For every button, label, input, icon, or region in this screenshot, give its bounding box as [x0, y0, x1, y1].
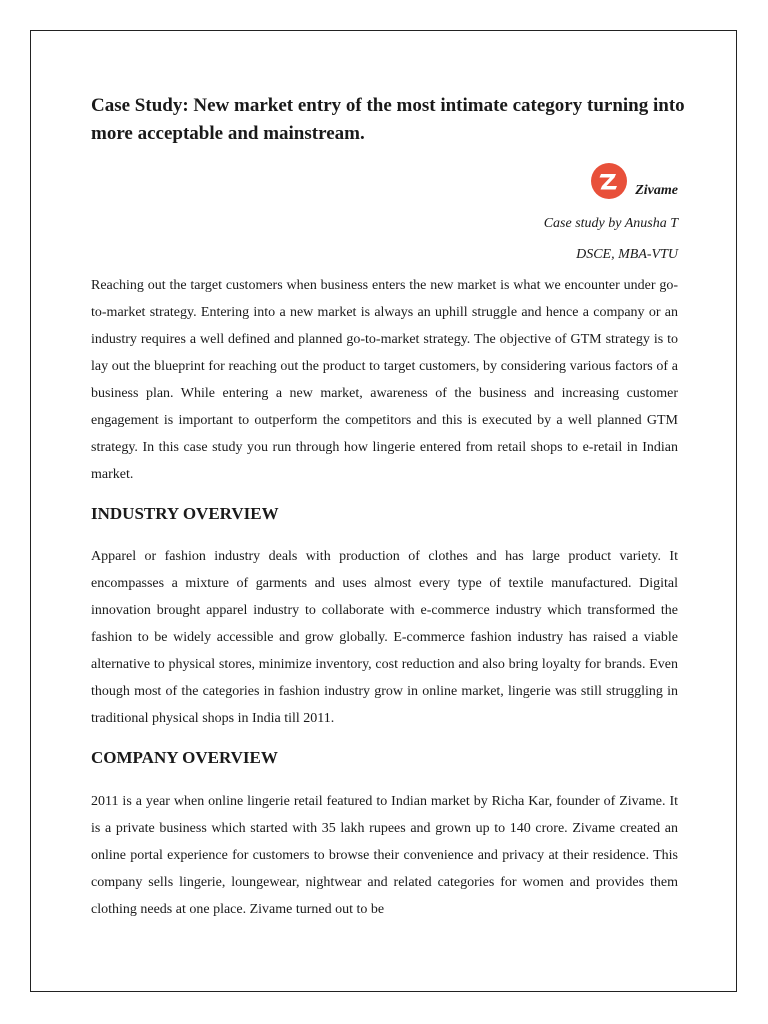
brand-logo-row [591, 163, 678, 199]
brand-name: Zivame [635, 183, 678, 198]
zivame-z-logo-icon [591, 163, 627, 199]
document-title: Case Study: New market entry of the most intimate category turning into more acceptable and mainstream. [91, 95, 685, 144]
section-heading-company-overview: COMPANY OVERVIEW [91, 748, 278, 767]
intro-paragraph: Reaching out the target customers when business enters the new market is what we encounter under go-to-market strategy. Entering into a new market is always an uphill struggle and hence a company or an industry requires a well defined and planned go-to-market strategy. The objective of GTM strategy is to lay out the blueprint for reaching out the product to target customers, by considering various factors of a business plan. While entering a new market, awareness of the business and increasing customer engagement is important to outperform the competitors and this is executed by a well planned GTM strategy. In this case study you run through how lingerie entered from retail shops to e-retail in Indian market. [91, 278, 678, 482]
organization-line: DSCE, MBA-VTU [576, 247, 678, 262]
author-line: Case study by Anusha T [543, 216, 678, 231]
section-heading-industry-overview: INDUSTRY OVERVIEW [91, 504, 279, 523]
company-overview-paragraph: 2011 is a year when online lingerie retail featured to Indian market by Richa Kar, founder of Zivame. It is a private business which started with 35 lakh rupees and grown up to 140 crore. Zivame created an online portal experience for customers to browse their convenience and privacy at their residence. This company sells lingerie, loungewear, nightwear and related categories for women and provides them clothing needs at one place. Zivame turned out to be [91, 794, 678, 917]
z-logo-glyph-icon [591, 163, 627, 199]
industry-overview-paragraph: Apparel or fashion industry deals with production of clothes and has large product variety. It encompasses a mixture of garments and uses almost every type of textile manufactured. Digital innovation brought apparel industry to collaborate with e-commerce industry which transformed the fashion to be widely accessible and grow globally. E-commerce fashion industry has raised a viable alternative to physical stores, minimize inventory, cost reduction and also bring loyalty for brands. Even though most of the categories in fashion industry grow in online market, lingerie was still struggling in traditional physical shops in India till 2011. [91, 549, 678, 726]
